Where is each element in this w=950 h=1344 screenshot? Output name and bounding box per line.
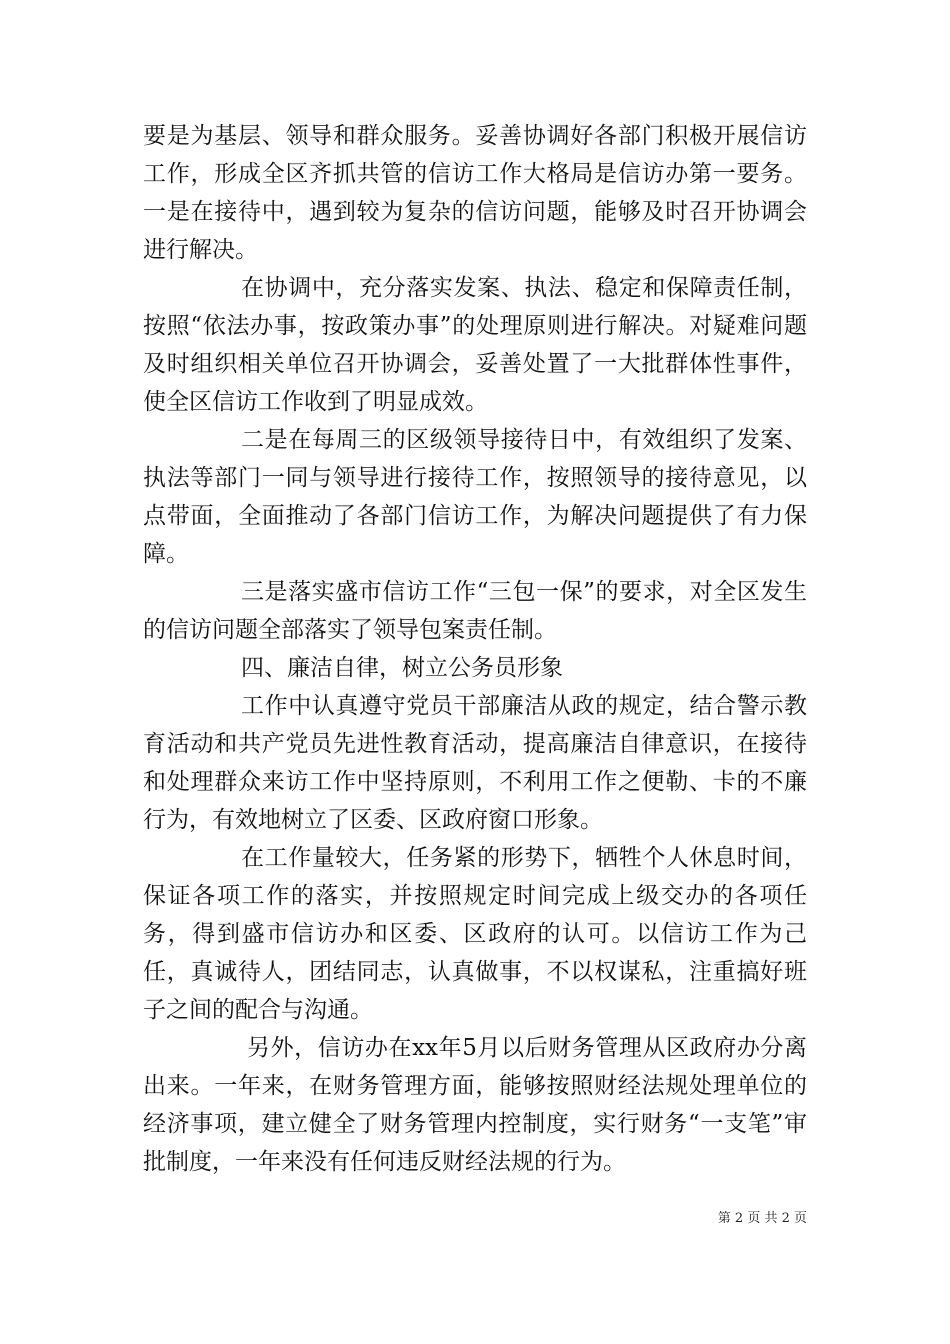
paragraph-finance: 另外，信访办在xx年5月以后财务管理从区政府办分离出来。一年来，在财务管理方面，能够按照财经法规处理单位的经济事项，建立健全了财务管理内控制度，实行财务“一支笔”审批制度，一年来没有任何违反财经法规的行为。	[143, 1035, 807, 1175]
section-heading-integrity: 四、廉洁自律，树立公务员形象	[241, 655, 563, 681]
document-body	[143, 117, 807, 1181]
paragraph-workload: 在工作量较大，任务紧的形势下，牺牲个人休息时间，保证各项工作的落实，并按照规定时间完成上级交办的各项任务，得到盛市信访办和区委、区政府的认可。以信访工作为己任，真诚待人，团结同志，认真做事，不以权谋私，注重搞好班子之间的配合与沟通。	[143, 845, 807, 1023]
paragraph-three-guarantees: 三是落实盛市信访工作“三包一保”的要求，对全区发生的信访问题全部落实了领导包案责任制。	[143, 579, 807, 643]
paragraph-reception-day: 二是在每周三的区级领导接待日中，有效组织了发案、执法等部门一同与领导进行接待工作，按照领导的接待意见，以点带面，全面推动了各部门信访工作，为解决问题提供了有力保障。	[143, 427, 807, 567]
paragraph-continuation: 要是为基层、领导和群众服务。妥善协调好各部门积极开展信访工作，形成全区齐抓共管的信访工作大格局是信访办第一要务。一是在接待中，遇到较为复杂的信访问题，能够及时召开协调会进行解决。	[143, 123, 807, 263]
page-number-footer: 第 2 页 共 2 页	[717, 1211, 807, 1226]
paragraph-coordination: 在协调中，充分落实发案、执法、稳定和保障责任制，按照“依法办事，按政策办事”的处理原则进行解决。对疑难问题及时组织相关单位召开协调会，妥善处置了一大批群体性事件，使全区信访工作收到了明显成效。	[143, 275, 807, 415]
paragraph-integrity: 工作中认真遵守党员干部廉洁从政的规定，结合警示教育活动和共产党员先进性教育活动，提高廉洁自律意识，在接待和处理群众来访工作中坚持原则，不利用工作之便勒、卡的不廉行为，有效地树立了区委、区政府窗口形象。	[143, 693, 807, 833]
